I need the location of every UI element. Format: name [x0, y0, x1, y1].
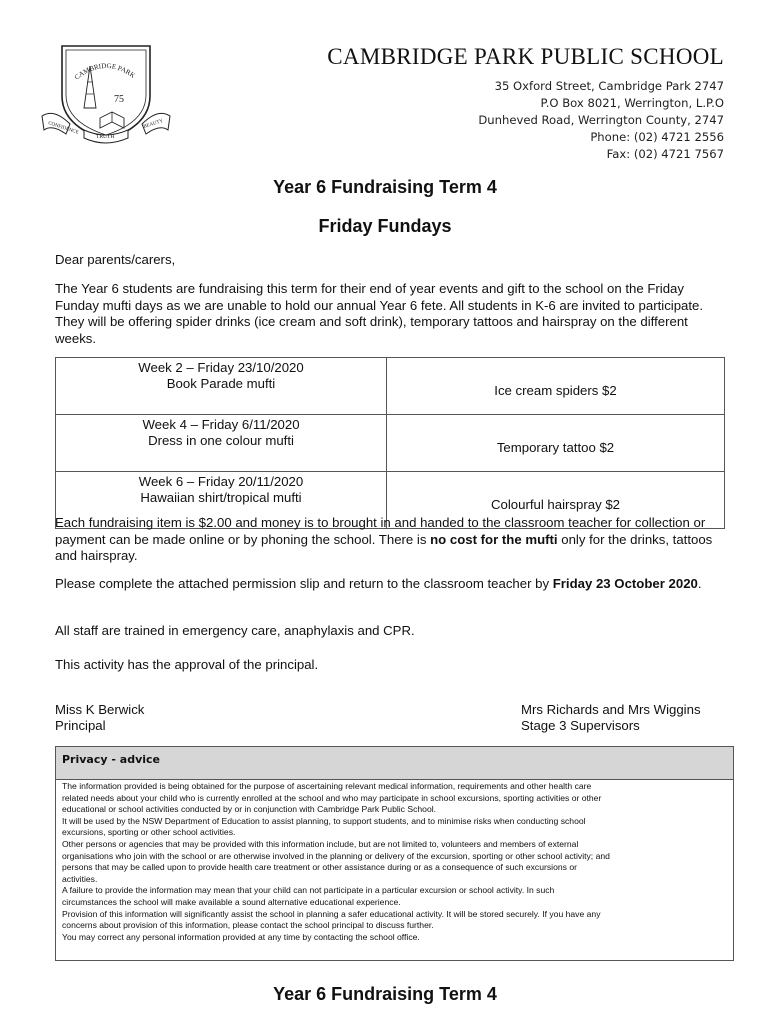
privacy-line: organisations who join with the school or are otherwise involved in the planning or delivery of the excursion, sporting or other school activity; and [62, 850, 610, 861]
item-cell: Temporary tattoo $2 [387, 415, 725, 472]
intro-paragraph: The Year 6 students are fundraising this term for their end of year events and gift to the school on the Friday Funday mufti days as we are unable to hold our annual Year 6 fete. All students in K-6 are invited to participate. They will be offering spider drinks (ice cream and soft drink), temporary tattoos and hairspray on the different weeks. [55, 281, 704, 346]
item-cell: Colourful hairspray $2 [387, 472, 725, 529]
letter-subtitle: Friday Fundays [318, 216, 452, 236]
payment-bold-text: no cost for the mufti [430, 531, 558, 547]
address-line: 35 Oxford Street, Cambridge Park 2747 [494, 79, 724, 93]
privacy-line: Provision of this information will significantly assist the school in planning a safer educational activity. It will be stored securely. If you have any [62, 908, 601, 919]
privacy-line: related needs about your child who is currently enrolled at the school and who may participate in school excursions, sporting activities or other [62, 792, 602, 803]
school-crest-logo [40, 38, 172, 148]
privacy-line: The information provided is being obtained for the purpose of ascertaining relevant medical information, requirements and other health care [62, 781, 592, 791]
payment-paragraph [55, 515, 717, 565]
privacy-line: educational or school activities conducted by or in conjunction with Cambridge Park Public School. [62, 804, 437, 815]
letter-title: Year 6 Fundraising Term 4 [273, 177, 497, 197]
school-address [478, 78, 724, 163]
fundraising-schedule-table [55, 357, 725, 529]
greeting: Dear parents/carers, [55, 252, 176, 267]
week-date: Week 4 – Friday 6/11/2020 [142, 417, 300, 432]
signature-supervisors [521, 702, 701, 733]
privacy-line: A failure to provide the information may mean that your child can not participate in a particular excursion or school activity. In such [62, 885, 555, 896]
crest-year: 75 [114, 94, 124, 105]
address-line: Dunheved Road, Werrington County, 2747 [478, 113, 724, 127]
week-theme: Dress in one colour mufti [148, 432, 294, 448]
staff-paragraph: All staff are trained in emergency care, anaphylaxis and CPR. [55, 623, 415, 638]
privacy-line: excursions, sporting or other school activities. [62, 827, 236, 838]
privacy-line: concerns about provision of this information, please contact the school principal to discuss further. [62, 920, 434, 931]
privacy-advice-box [55, 746, 734, 961]
signature-name: Miss K Berwick [55, 702, 145, 717]
signature-role: Principal [55, 717, 106, 733]
payment-text-end: only for the drinks, tattoos and hairspray. [55, 531, 713, 563]
table-row [56, 358, 725, 415]
signature-principal [55, 702, 144, 733]
item-cell: Ice cream spiders $2 [387, 358, 725, 415]
privacy-line: activities. [62, 873, 98, 884]
signature-name: Mrs Richards and Mrs Wiggins [521, 702, 701, 717]
school-name: CAMBRIDGE PARK PUBLIC SCHOOL [327, 44, 724, 69]
privacy-line: persons that may be called upon to provide health care treatment or other assistance during or as a consequence of such excursions or [62, 862, 577, 873]
privacy-line: Other persons or agencies that may be provided with this information include, but are not limited to, volunteers and members of external [62, 838, 579, 849]
payment-text: Each fundraising item is $2.00 and money is to brought in and handed to the classroom teacher for collection or payment can be made online or by phoning the school. There is [55, 515, 706, 547]
slip-text: Please complete the attached permission slip and return to the classroom teacher by [55, 576, 553, 591]
approval-paragraph: This activity has the approval of the principal. [55, 657, 319, 672]
slip-text-end: . [697, 576, 702, 591]
week-cell [56, 358, 387, 415]
week-date: Week 6 – Friday 20/11/2020 [138, 474, 304, 489]
week-cell [56, 415, 387, 472]
privacy-line: It will be used by the NSW Department of Education to assist planning, to support students, and to minimise risks when conducting school [62, 815, 586, 826]
privacy-body [56, 780, 733, 943]
privacy-heading: Privacy - advice [56, 747, 733, 780]
crest-arc-text: CAMBRIDGE PARK [73, 61, 137, 82]
week-theme: Hawaiian shirt/tropical mufti [140, 489, 302, 505]
phone-line: Phone: (02) 4721 2556 [590, 130, 724, 144]
signature-role: Stage 3 Supervisors [521, 717, 640, 733]
week-date: Week 2 – Friday 23/10/2020 [138, 360, 304, 375]
footer-title: Year 6 Fundraising Term 4 [273, 984, 497, 1004]
privacy-line: You may correct any personal information provided at any time by contacting the school office. [62, 931, 420, 942]
privacy-line: circumstances the school will make available a sound alternative educational experience. [62, 896, 401, 907]
crest-ribbon-right: BEAUTY [143, 118, 164, 130]
table-row [56, 415, 725, 472]
crest-ribbon-left: CONFIDENCE [47, 121, 80, 136]
slip-deadline: Friday 23 October 2020 [552, 576, 698, 591]
permission-slip-paragraph [55, 576, 717, 593]
week-theme: Book Parade mufti [166, 375, 276, 391]
address-line: P.O Box 8021, Werrington, L.P.O [540, 96, 724, 110]
crest-ribbon-mid: TRUTH [96, 134, 115, 140]
fax-line: Fax: (02) 4721 7567 [606, 147, 724, 161]
